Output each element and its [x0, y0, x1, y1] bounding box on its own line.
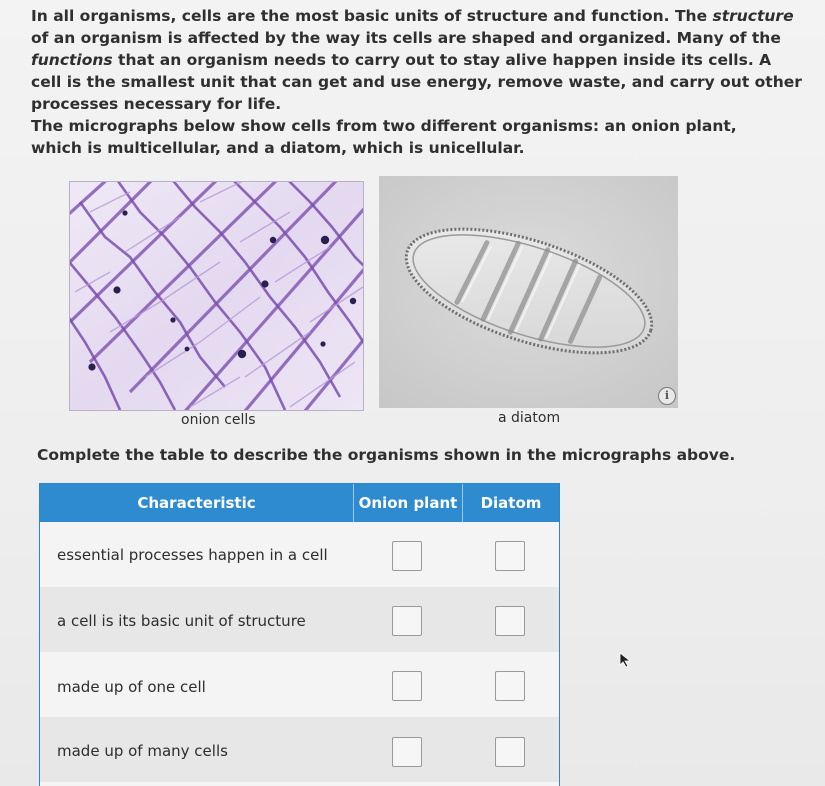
table-row — [40, 587, 559, 652]
instruction-text: Complete the table to describe the organisms shown in the micrographs above. — [37, 446, 736, 464]
micrograph-description: The micrographs below show cells from two different organisms: an onion plant, which is multicellular, and a diatom, which is unicellular. — [31, 117, 737, 157]
intro-paragraph — [31, 5, 806, 115]
onion-checkbox[interactable] — [392, 541, 422, 571]
onion-checkbox[interactable] — [392, 671, 422, 701]
onion-cells-micrograph — [69, 181, 364, 411]
onion-caption: onion cells — [181, 412, 256, 428]
diatom-micrograph — [379, 176, 678, 408]
diatom-checkbox[interactable] — [495, 737, 525, 767]
table-row — [40, 522, 559, 587]
diatom-checkbox[interactable] — [495, 541, 525, 571]
intro-text: In all organisms, cells are the most basic units of structure and function. The — [31, 7, 713, 25]
row-label: made up of many cells — [57, 742, 228, 760]
table-row — [40, 717, 559, 782]
table-row — [40, 652, 559, 717]
onion-checkbox[interactable] — [392, 606, 422, 636]
header-onion-plant: Onion plant — [353, 484, 463, 522]
diatom-checkbox[interactable] — [495, 671, 525, 701]
intro-text: of an organism is affected by the way its cells are shaped and organized. Many of the — [31, 29, 781, 47]
table-header — [40, 484, 559, 522]
onion-checkbox[interactable] — [392, 737, 422, 767]
diatom-checkbox[interactable] — [495, 606, 525, 636]
intro-text: that an organism needs to carry out to stay alive happen inside its cells. A cell is the smallest unit that can get and use energy, remove waste, and carry out other processes necessary for life. — [31, 51, 802, 113]
row-label: essential processes happen in a cell — [57, 546, 328, 564]
mouse-cursor-icon — [618, 652, 632, 668]
info-icon[interactable]: i — [658, 387, 676, 405]
row-label: a cell is its basic unit of structure — [57, 612, 306, 630]
header-diatom: Diatom — [480, 494, 542, 512]
characteristics-table — [39, 483, 560, 786]
emphasis-structure: structure — [712, 7, 794, 25]
emphasis-functions: functions — [31, 51, 113, 69]
diatom-caption: a diatom — [498, 410, 561, 426]
header-characteristic: Characteristic — [137, 494, 256, 512]
row-label: made up of one cell — [57, 678, 206, 696]
